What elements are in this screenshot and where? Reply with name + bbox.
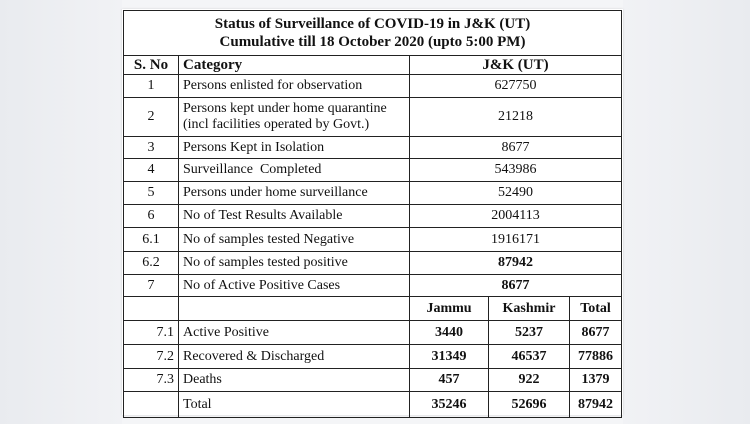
row-value: 8677 xyxy=(410,275,622,297)
row-sno: 7.2 xyxy=(124,345,179,369)
row-jammu: 3440 xyxy=(410,321,489,345)
background-right-panel xyxy=(623,0,750,424)
grand-total-total: 87942 xyxy=(570,392,622,418)
row-category-line-2: (incl facilities operated by Govt.) xyxy=(183,117,370,132)
table-row xyxy=(124,369,622,392)
region-header-blank-sno xyxy=(124,297,179,321)
row-value: 1916171 xyxy=(410,228,622,252)
row-category: No of samples tested positive xyxy=(179,252,410,275)
table-row xyxy=(124,75,622,98)
table-row xyxy=(124,228,622,252)
table-row xyxy=(124,159,622,182)
row-kashmir: 46537 xyxy=(489,345,570,369)
title-line-2: Cumulative till 18 October 2020 (upto 5:00 PM) xyxy=(219,34,526,50)
region-header-blank-category xyxy=(179,297,410,321)
row-kashmir: 922 xyxy=(489,369,570,392)
header-value: J&K (UT) xyxy=(410,56,622,75)
row-value: 21218 xyxy=(410,98,622,137)
row-sno: 7.1 xyxy=(124,321,179,345)
row-sno: 1 xyxy=(124,75,179,98)
row-category: Active Positive xyxy=(179,321,410,345)
row-total: 77886 xyxy=(570,345,622,369)
table-row xyxy=(124,98,622,137)
header-kashmir: Kashmir xyxy=(489,297,570,321)
row-value: 543986 xyxy=(410,159,622,182)
title-row xyxy=(124,11,622,56)
row-category: Persons under home surveillance xyxy=(179,182,410,205)
background-left-panel xyxy=(0,0,122,424)
row-category xyxy=(179,98,410,137)
grand-total-blank-sno xyxy=(124,392,179,418)
table-row xyxy=(124,182,622,205)
row-sno: 6 xyxy=(124,205,179,228)
table-row xyxy=(124,275,622,297)
title-line-1: Status of Surveillance of COVID-19 in J&K (UT) xyxy=(214,16,531,32)
header-jammu: Jammu xyxy=(410,297,489,321)
table-row xyxy=(124,345,622,369)
row-total: 1379 xyxy=(570,369,622,392)
row-sno: 6.2 xyxy=(124,252,179,275)
row-category: Deaths xyxy=(179,369,410,392)
row-category-line-1: Persons kept under home quarantine xyxy=(183,101,387,116)
header-total: Total xyxy=(570,297,622,321)
row-sno: 4 xyxy=(124,159,179,182)
report-title xyxy=(124,11,622,56)
row-sno: 7.3 xyxy=(124,369,179,392)
row-kashmir: 5237 xyxy=(489,321,570,345)
row-value: 2004113 xyxy=(410,205,622,228)
grand-total-jammu: 35246 xyxy=(410,392,489,418)
row-sno: 2 xyxy=(124,98,179,137)
header-row xyxy=(124,56,622,75)
row-category: Persons enlisted for observation xyxy=(179,75,410,98)
row-category: No of Active Positive Cases xyxy=(179,275,410,297)
row-sno: 3 xyxy=(124,137,179,159)
row-category: Recovered & Discharged xyxy=(179,345,410,369)
row-value: 52490 xyxy=(410,182,622,205)
grand-total-row xyxy=(124,392,622,418)
table-row xyxy=(124,252,622,275)
row-category: Persons Kept in Isolation xyxy=(179,137,410,159)
header-category: Category xyxy=(179,56,410,75)
row-value: 8677 xyxy=(410,137,622,159)
row-category: No of samples tested Negative xyxy=(179,228,410,252)
surveillance-report-sheet xyxy=(122,9,623,415)
row-sno: 5 xyxy=(124,182,179,205)
surveillance-table xyxy=(123,10,622,418)
grand-total-label: Total xyxy=(179,392,410,418)
row-jammu: 457 xyxy=(410,369,489,392)
grand-total-kashmir: 52696 xyxy=(489,392,570,418)
region-header-row xyxy=(124,297,622,321)
row-category: No of Test Results Available xyxy=(179,205,410,228)
row-jammu: 31349 xyxy=(410,345,489,369)
table-row xyxy=(124,205,622,228)
row-sno: 6.1 xyxy=(124,228,179,252)
header-sno: S. No xyxy=(124,56,179,75)
row-category: Surveillance Completed xyxy=(179,159,410,182)
row-total: 8677 xyxy=(570,321,622,345)
row-sno: 7 xyxy=(124,275,179,297)
row-value: 627750 xyxy=(410,75,622,98)
table-row xyxy=(124,321,622,345)
table-row xyxy=(124,137,622,159)
row-value: 87942 xyxy=(410,252,622,275)
